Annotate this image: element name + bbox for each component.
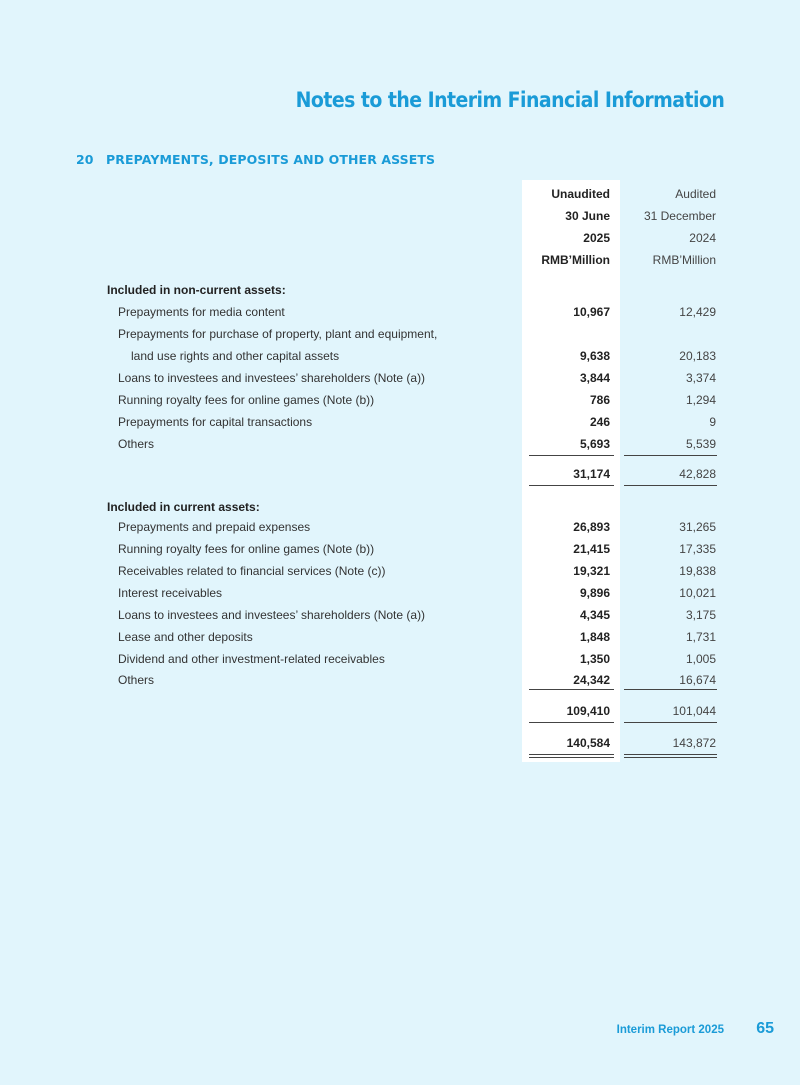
row-label: Lease and other deposits <box>118 630 253 644</box>
section-heading <box>76 152 435 167</box>
double-rule <box>624 754 717 755</box>
row-label: Dividend and other investment-related receivables <box>118 652 385 666</box>
double-rule <box>529 754 614 755</box>
column-header-row <box>0 184 800 206</box>
value-2024: 3,175 <box>685 608 716 622</box>
col1-header: RMB’Million <box>541 253 610 267</box>
value-2024: 5,539 <box>685 437 716 451</box>
group-heading-row <box>0 280 800 302</box>
sum-rule <box>624 722 717 723</box>
col2-header: Audited <box>675 187 716 201</box>
column-header-row <box>0 206 800 228</box>
section-title: PREPAYMENTS, DEPOSITS AND OTHER ASSETS <box>106 152 436 167</box>
sum-rule <box>529 485 614 486</box>
table-row <box>0 539 800 561</box>
value-2025: 10,967 <box>573 305 610 319</box>
value-2025: 24,342 <box>573 673 610 687</box>
subtotal-row <box>0 464 800 486</box>
value-2025: 21,415 <box>573 542 610 556</box>
table-row <box>0 390 800 412</box>
col2-header: RMB’Million <box>652 253 716 267</box>
subtotal-2024: 101,044 <box>672 704 716 718</box>
col2-header: 31 December <box>643 209 716 223</box>
table-row <box>0 434 800 456</box>
row-label: Loans to investees and investees’ shareholders (Note (a)) <box>118 371 426 385</box>
page-title: Notes to the Interim Financial Information <box>295 88 724 112</box>
row-label: Prepayments for purchase of property, plant and equipment, <box>118 327 438 341</box>
total-row <box>0 733 800 755</box>
table-row <box>0 649 800 671</box>
row-label: Loans to investees and investees’ shareholders (Note (a)) <box>118 608 426 622</box>
value-2025: 19,321 <box>573 564 610 578</box>
table-row <box>0 561 800 583</box>
value-2025: 9,896 <box>579 586 610 600</box>
table-row <box>0 627 800 649</box>
sum-rule <box>529 455 614 456</box>
col1-header: 2025 <box>583 231 610 245</box>
value-2024: 3,374 <box>685 371 716 385</box>
table-row <box>0 302 800 324</box>
row-label: Interest receivables <box>118 586 223 600</box>
table-row <box>0 583 800 605</box>
group-heading: Included in current assets: <box>107 500 260 514</box>
value-2024: 9 <box>709 415 716 429</box>
value-2025: 3,844 <box>579 371 610 385</box>
sum-rule <box>624 689 717 690</box>
column-header-row <box>0 250 800 272</box>
report-name: Interim Report 2025 <box>616 1024 724 1036</box>
value-2024: 20,183 <box>679 349 716 363</box>
value-2024: 17,335 <box>679 542 716 556</box>
table-row <box>0 412 800 434</box>
table-row <box>0 368 800 390</box>
subtotal-2025: 31,174 <box>573 467 610 481</box>
column-header-row <box>0 228 800 250</box>
table-row <box>0 517 800 539</box>
col1-header: 30 June <box>565 209 610 223</box>
subtotal-row <box>0 701 800 723</box>
row-label: Prepayments for capital transactions <box>118 415 313 429</box>
value-2024: 16,674 <box>679 673 716 687</box>
value-2025: 5,693 <box>579 437 610 451</box>
total-2025: 140,584 <box>566 736 610 750</box>
table-row <box>0 324 800 346</box>
page-number: 65 <box>756 1020 774 1037</box>
row-label: Prepayments and prepaid expenses <box>118 520 311 534</box>
sum-rule <box>624 455 717 456</box>
total-2024: 143,872 <box>672 736 716 750</box>
row-label: Others <box>118 437 155 451</box>
subtotal-2025: 109,410 <box>566 704 610 718</box>
value-2025: 9,638 <box>579 349 610 363</box>
row-label-continuation: land use rights and other capital assets <box>131 349 340 363</box>
row-label: Running royalty fees for online games (Note (b)) <box>118 542 375 556</box>
sum-rule <box>624 485 717 486</box>
value-2024: 10,021 <box>679 586 716 600</box>
double-rule <box>624 757 717 758</box>
col1-header: Unaudited <box>551 187 610 201</box>
row-label: Receivables related to financial services (Note (c)) <box>118 564 386 578</box>
row-label: Others <box>118 673 155 687</box>
value-2025: 4,345 <box>579 608 610 622</box>
value-2024: 12,429 <box>679 305 716 319</box>
value-2024: 1,294 <box>685 393 716 407</box>
value-2025: 246 <box>589 415 610 429</box>
value-2024: 19,838 <box>679 564 716 578</box>
value-2024: 31,265 <box>679 520 716 534</box>
table-row <box>0 605 800 627</box>
value-2025: 26,893 <box>573 520 610 534</box>
col2-header: 2024 <box>689 231 716 245</box>
sum-rule <box>529 689 614 690</box>
table-row <box>0 346 800 368</box>
double-rule <box>529 757 614 758</box>
value-2024: 1,005 <box>685 652 716 666</box>
row-label: Running royalty fees for online games (Note (b)) <box>118 393 375 407</box>
value-2025: 1,848 <box>579 630 610 644</box>
group-heading-row <box>0 497 800 519</box>
subtotal-2024: 42,828 <box>679 467 716 481</box>
value-2025: 1,350 <box>579 652 610 666</box>
group-heading: Included in non-current assets: <box>107 283 286 297</box>
value-2024: 1,731 <box>685 630 716 644</box>
value-2025: 786 <box>589 393 610 407</box>
sum-rule <box>529 722 614 723</box>
section-number: 20 <box>76 152 94 167</box>
row-label: Prepayments for media content <box>118 305 285 319</box>
